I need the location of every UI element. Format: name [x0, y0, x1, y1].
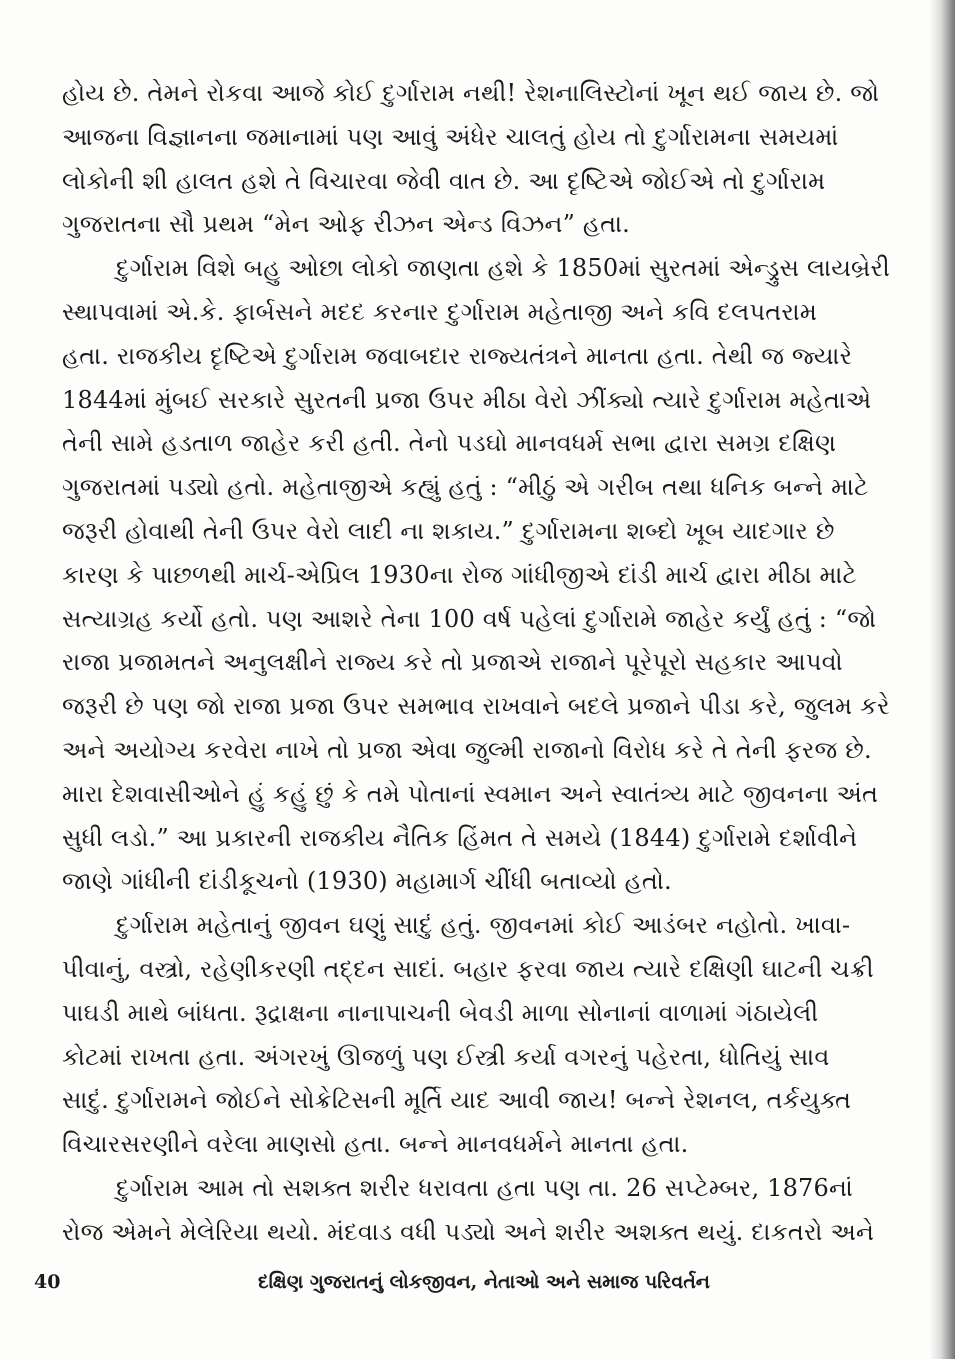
text-line: મારા દેશવાસીઓને હું કહું છું કે તમે પોતાનાં સ્વમાન અને સ્વાતંત્ર્ય માટે જીવનના અંત — [62, 779, 879, 808]
text-line: ગુજરાતના સૌ પ્રથમ “મેન ઓફ રીઝન એન્ડ વિઝન” હતા. — [62, 210, 630, 239]
paragraph-start-line: દુર્ગારામ મહેતાનું જીવન ઘણું સાદું હતું. જીવનમાં કોઈ આડંબર નહોતો. ખાવા- — [116, 911, 851, 940]
text-line: હતા. રાજકીય દૃષ્ટિએ દુર્ગારામ જવાબદાર રાજ્યતંત્રને માનતા હતા. તેથી જ જ્યારે — [62, 341, 853, 370]
text-line: વિચારસરણીને વરેલા માણસો હતા. બન્ને માનવધર્મને માનતા હતા. — [62, 1130, 689, 1159]
text-line: રોજ એમને મેલેરિયા થયો. મંદવાડ વધી પડ્યો અને શરીર અશક્ત થયું. દાકતરો અને — [62, 1217, 875, 1246]
text-line: જરૂરી છે પણ જો રાજા પ્રજા ઉપર સમભાવ રાખવાને બદલે પ્રજાને પીડા કરે, જુલમ કરે — [62, 692, 890, 721]
page-footer — [0, 1262, 955, 1302]
text-line: તેની સામે હડતાળ જાહેર કરી હતી. તેનો પડઘો માનવધર્મ સભા દ્વારા સમગ્ર દક્ષિણ — [62, 429, 837, 458]
text-line: ગુજરાતમાં પડ્યો હતો. મહેતાજીએ કહ્યું હતું : “મીઠું એ ગરીબ તથા ધનિક બન્ને માટે — [62, 473, 869, 502]
text-line: સાદું. દુર્ગારામને જોઈને સોક્રેટિસની મૂર્તિ યાદ આવી જાય! બન્ને રેશનલ, તર્કયુક્ત — [62, 1086, 852, 1115]
paragraph-start-line: દુર્ગારામ વિશે બહુ ઓછા લોકો જાણતા હશે કે 1850માં સુરતમાં એન્ડ્રુસ લાયબ્રેરી — [116, 254, 890, 283]
text-line: આજના વિજ્ઞાનના જમાનામાં પણ આવું અંધેર ચાલતું હોય તો દુર્ગારામના સમયમાં — [62, 122, 839, 151]
paragraph-start-line: દુર્ગારામ આમ તો સશક્ત શરીર ધરાવતા હતા પણ તા. 26 સપ્ટેમ્બર, 1876નાં — [116, 1173, 853, 1202]
body-text — [62, 72, 917, 1255]
text-line: હોય છે. તેમને રોકવા આજે કોઈ દુર્ગારામ નથી! રેશનાલિસ્ટોનાં ખૂન થઈ જાય છે. જો — [62, 79, 880, 107]
running-footer-title: દક્ષિણ ગુજરાતનું લોકજીવન, નેતાઓ અને સમાજ પરિવર્તન — [258, 1271, 710, 1293]
text-line: સ્થાપવામાં એ.કે. ફાર્બસને મદદ કરનાર દુર્ગારામ મહેતાજી અને કવિ દલપતરામ — [62, 297, 817, 326]
text-line: પીવાનું, વસ્ત્રો, રહેણીકરણી તદ્દન સાદાં. બહાર ફરવા જાય ત્યારે દક્ષિણી ઘાટની ચક્રી — [62, 954, 874, 983]
text-line: અને અયોગ્ય કરવેરા નાખે તો પ્રજા એવા જુલ્મી રાજાનો વિરોધ કરે તે તેની ફરજ છે. — [62, 735, 872, 764]
page-number: 40 — [34, 1271, 61, 1293]
text-line: લોકોની શી હાલત હશે તે વિચારવા જેવી વાત છે. આ દૃષ્ટિએ જોઈએ તો દુર્ગારામ — [62, 166, 826, 195]
text-line: કોટમાં રાખતા હતા. અંગરખું ઊજળું પણ ઈસ્ત્રી કર્યા વગરનું પહેરતા, ધોતિયું સાવ — [62, 1042, 830, 1071]
book-spine-shadow — [929, 0, 955, 1359]
text-line: કારણ કે પાછળથી માર્ચ-એપ્રિલ 1930ના રોજ ગાંધીજીએ દાંડી માર્ચ દ્વારા મીઠા માટે — [62, 560, 857, 589]
text-line: પાઘડી માથે બાંધતા. રૂદ્રાક્ષના નાનાપાચની બેવડી માળા સોનાનાં વાળામાં ગંઠાયેલી — [62, 998, 819, 1027]
text-line: રાજા પ્રજામતને અનુલક્ષીને રાજ્ય કરે તો પ્રજાએ રાજાને પૂરેપૂરો સહકાર આપવો — [62, 648, 843, 677]
text-line: સત્યાગ્રહ કર્યો હતો. પણ આશરે તેના 100 વર્ષ પહેલાં દુર્ગારામે જાહેર કર્યું હતું : “જો — [62, 604, 877, 633]
text-line: 1844માં મુંબઈ સરકારે સુરતની પ્રજા ઉપર મીઠા વેરો ઝીંક્યો ત્યારે દુર્ગારામ મહેતાએ — [62, 385, 872, 414]
text-line: સુધી લડો.” આ પ્રકારની રાજકીય નૈતિક હિંમત તે સમયે (1844) દુર્ગારામે દર્શાવીને — [62, 823, 858, 852]
text-line: જરૂરી હોવાથી તેની ઉપર વેરો લાદી ના શકાય.” દુર્ગારામના શબ્દો ખૂબ યાદગાર છે — [62, 516, 835, 545]
text-line: જાણે ગાંધીની દાંડીકૂચનો (1930) મહામાર્ગ ચીંધી બતાવ્યો હતો. — [62, 867, 672, 896]
